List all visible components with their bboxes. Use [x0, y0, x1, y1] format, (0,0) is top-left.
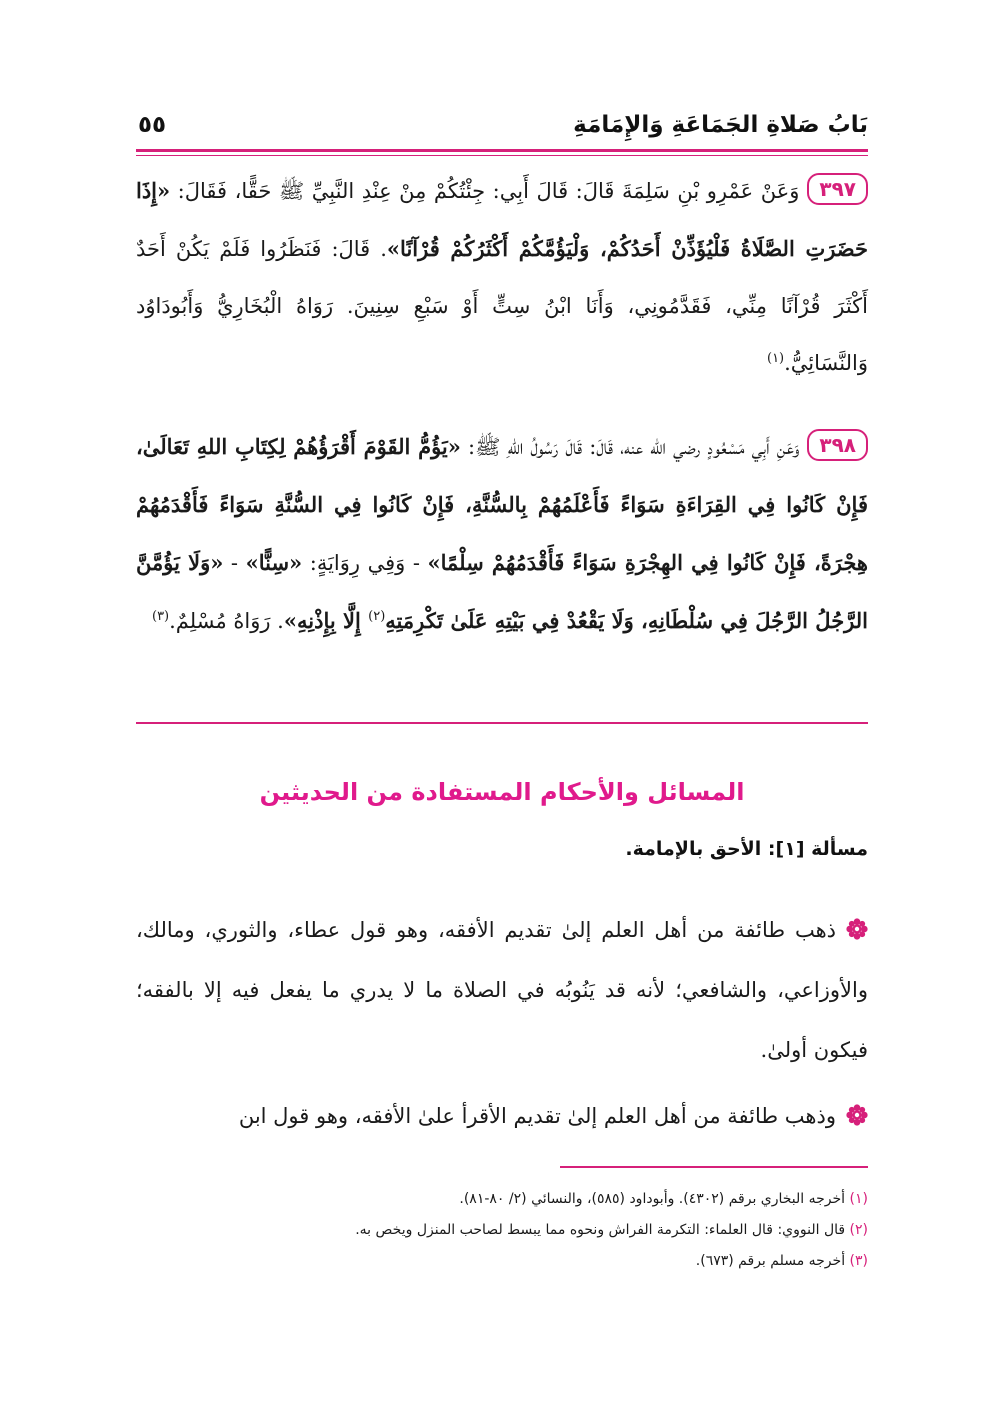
flower-bullet-icon: [846, 918, 868, 940]
hadith-dash: -: [223, 551, 246, 575]
footnote: [136, 1184, 868, 1215]
paragraph: [136, 1086, 868, 1146]
hadith-rest: . رَوَاهُ مُسْلِمٌ.: [169, 609, 284, 633]
hadith-number-badge: ٣٩٨: [807, 429, 868, 461]
footnote-number: (٣): [849, 1253, 868, 1269]
hadith-397: [136, 162, 868, 392]
hadith-intro: وَعَنْ عَمْرِو بْنِ سَلِمَةَ قَالَ: قَالَ أَبِي: جِئْتُكُمْ مِنْ عِنْدِ النَّبِيِّ ﷺ حَقًّا، فَقَالَ:: [170, 179, 800, 203]
footnote-ref[interactable]: (٣): [151, 609, 170, 624]
paragraph-text: وذهب طائفة من أهل العلم إلىٰ تقديم الأقرأ علىٰ الأفقه، وهو قول ابن: [238, 1104, 836, 1128]
section-title: المسائل والأحكام المستفادة من الحديثين: [259, 778, 745, 806]
footnote-number: (٢): [849, 1222, 868, 1238]
footnote: [136, 1215, 868, 1246]
hadith-398: [136, 418, 868, 650]
header-rule-thick: [136, 149, 868, 152]
footnote-divider: [560, 1166, 868, 1168]
paragraph: [136, 900, 868, 1080]
hadith-quote: «إِذَا حَضَرَتِ الصَّلَاةُ فَلْيُؤَذِّنْ أَحَدُكُمْ، وَلْيَؤُمَّكُمْ أَكْثَرُكُمْ قُرْآنًا»: [136, 178, 868, 261]
section-divider: [136, 722, 868, 724]
page-number: ٥٥: [138, 112, 167, 138]
hadith-quote: «سِنًّا»: [245, 550, 303, 575]
footnote-text: أخرجه مسلم برقم (٦٧٣).: [695, 1253, 846, 1269]
footnote-number: (١): [849, 1191, 868, 1207]
footnote-ref[interactable]: (١): [766, 351, 785, 366]
footnote: [136, 1246, 868, 1277]
hadith-intro: وَعَنِ أَبِي مَسْعُودٍ رضي الله عنه، قَالَ: قَالَ رَسُولُ اللهِ ﷺ:: [460, 435, 800, 459]
footnote-ref[interactable]: (٢): [368, 609, 386, 624]
hadith-rest: . قَالَ: فَنَظَرُوا فَلَمْ يَكُنْ أَحَدٌ أَكْثَرَ قُرْآنًا مِنِّي، فَقَدَّمُونِي، وَأَنَا ابْنُ سِتٍّ أَوْ سَبْعِ سِنِينَ. رَوَاهُ الْبُخَارِيُّ وَأَبُودَاوُد وَالنَّسَائِيُّ.: [136, 237, 868, 375]
footnotes: [136, 1184, 868, 1277]
hadith-quote: «يَؤُمُّ القَوْمَ أَقْرَؤُهُمْ لِكِتَابِ اللهِ تَعَالَىٰ، فَإِنْ كَانُوا فِي القِرَاءَةِ سَوَاءً فَأَعْلَمُهُمْ بِالسُّنَّةِ، فَإِنْ كَانُوا فِي السُّنَّةِ سَوَاءً فَأَقْدَمُهُمْ هِجْرَةً، فَإِنْ كَانُوا فِي الهِجْرَةِ سَوَاءً فَأَقْدَمُهُمْ سِلْمًا»: [136, 434, 869, 575]
paragraph-text: ذهب طائفة من أهل العلم إلىٰ تقديم الأفقه، وهو قول عطاء، والثوري، ومالك، والأوزاعي، والشافعي؛ لأنه قد يَنُوبُه في الصلاة ما لا يدري ما يفعل فيه إلا بالفقه؛ فيكون أولىٰ.: [136, 918, 868, 1062]
issue-heading: مسألة [١]: الأحق بالإمامة.: [625, 838, 868, 860]
hadith-quote: إِلَّا بِإِذْنِهِ»: [283, 608, 369, 633]
header-rule-thin: [136, 155, 868, 156]
footnote-text: قال النووي: قال العلماء: التكرمة الفراش ونحوه مما يبسط لصاحب المنزل ويخص به.: [355, 1222, 846, 1238]
chapter-title: بَابُ صَلاةِ الجَمَاعَةِ وَالإِمَامَةِ: [573, 112, 868, 138]
hadith-quote: «وَلَا يَؤُمَّنَّ الرَّجُلُ الرَّجُلَ فِي سُلْطَانِهِ، وَلَا يَقْعُدْ فِي بَيْتِهِ عَلَىٰ تَكْرِمَتِهِ: [136, 550, 868, 633]
hadith-number-badge: ٣٩٧: [807, 173, 868, 205]
hadith-narration-note: - وَفِي رِوَايَةٍ:: [302, 551, 428, 575]
footnote-text: أخرجه البخاري برقم (٤٣٠٢). وأبوداود (٥٨٥)، والنسائي (٢/ ٨٠-٨١).: [459, 1191, 846, 1207]
flower-bullet-icon: [846, 1104, 868, 1126]
